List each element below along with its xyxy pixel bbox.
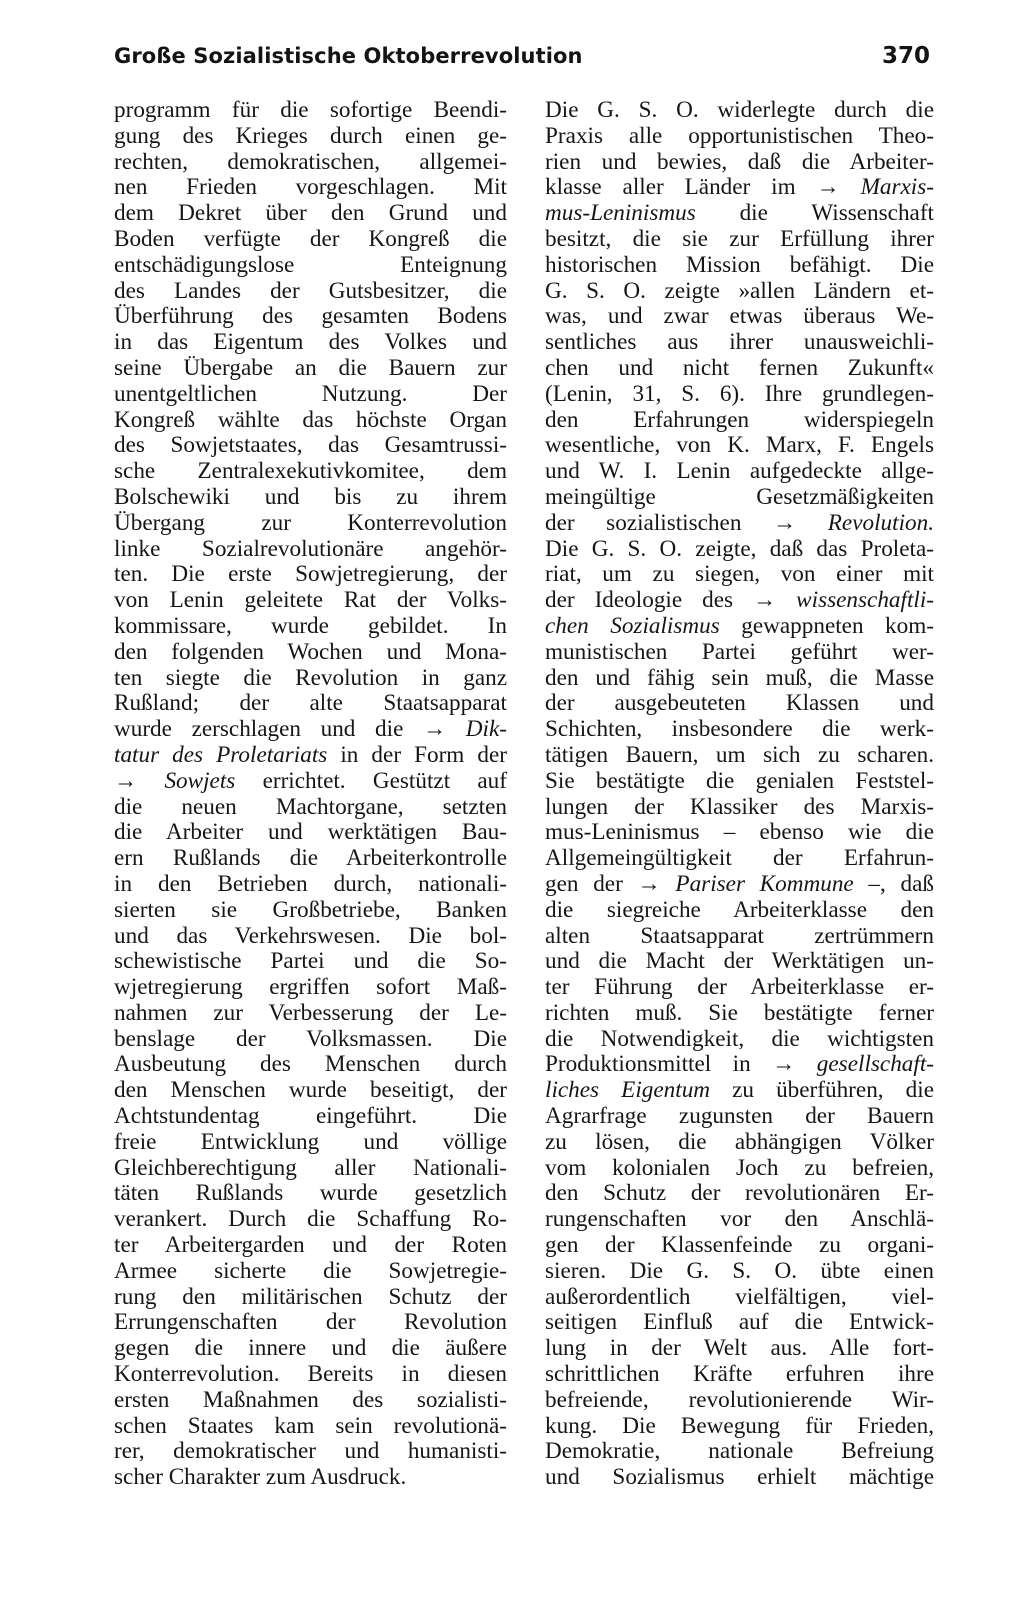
text-line: munistischen Partei geführt wer- (545, 638, 934, 665)
text-line: den Schutz der revolutionären Er- (545, 1180, 934, 1207)
text-column-right (545, 98, 934, 1491)
text-line: der ausgebeuteten Klassen und (545, 690, 934, 717)
text-line: täten Rußlands wurde gesetzlich (114, 1180, 507, 1207)
text-line: (Lenin, 31, S. 6). Ihre grundlegen- (545, 380, 934, 407)
text-line: in das Eigentum des Volkes und (114, 329, 507, 356)
text-line: Praxis alle opportunistischen Theo- (545, 122, 934, 149)
text-line: sentliches aus ihrer unausweichli- (545, 329, 934, 356)
text-line: chen Sozialismus gewappneten kom- (545, 612, 934, 639)
text-line: verankert. Durch die Schaffung Ro- (114, 1206, 507, 1233)
text-line: kommissare, wurde gebildet. In (114, 612, 507, 639)
text-line: ter Führung der Arbeiterklasse er- (545, 974, 934, 1001)
text-line: chen und nicht fernen Zukunft« (545, 354, 934, 381)
text-line: rer, demokratischer und humanisti- (114, 1438, 507, 1465)
text-line: in den Betrieben durch, nationali- (114, 870, 507, 897)
text-line: und W. I. Lenin aufgedeckte allge- (545, 458, 934, 485)
text-line: Überführung des gesamten Bodens (114, 303, 507, 330)
text-line: der sozialistischen → Revolution. (545, 509, 934, 536)
text-line: zu lösen, die abhängigen Völker (545, 1128, 934, 1155)
text-line: mus-Leninismus – ebenso wie die (545, 819, 934, 846)
page-number: 370 (881, 43, 930, 69)
text-line: den Menschen wurde beseitigt, der (114, 1077, 507, 1104)
text-line: die neuen Machtorgane, setzten (114, 793, 507, 820)
text-line: entschädigungslose Enteignung (114, 251, 507, 278)
text-line: lung in der Welt aus. Alle fort- (545, 1335, 934, 1362)
text-line: wesentliche, von K. Marx, F. Engels (545, 432, 934, 459)
text-line: tätigen Bauern, um sich zu scharen. (545, 741, 934, 768)
text-line: von Lenin geleitete Rat der Volks- (114, 587, 507, 614)
text-line: schen Staates kam sein revolutionä- (114, 1412, 507, 1439)
text-line: den Erfahrungen widerspiegeln (545, 406, 934, 433)
text-line: Konterrevolution. Bereits in diesen (114, 1361, 507, 1388)
text-line: Demokratie, nationale Befreiung (545, 1438, 934, 1465)
text-line: ten. Die erste Sowjetregierung, der (114, 561, 507, 588)
text-line: Armee sicherte die Sowjetregie- (114, 1257, 507, 1284)
text-line: Bolschewiki und bis zu ihrem (114, 483, 507, 510)
text-line: unentgeltlichen Nutzung. Der (114, 380, 507, 407)
text-line: richten muß. Sie bestätigte ferner (545, 999, 934, 1026)
text-line: linke Sozialrevolutionäre angehör- (114, 535, 507, 562)
text-line: die siegreiche Arbeiterklasse den (545, 896, 934, 923)
text-line: mus-Leninismus die Wissenschaft (545, 200, 934, 227)
text-line: rechten, demokratischen, allgemei- (114, 148, 507, 175)
text-line: meingültige Gesetzmäßigkeiten (545, 483, 934, 510)
text-line: klasse aller Länder im → Marxis- (545, 174, 934, 201)
text-line: gung des Krieges durch einen ge- (114, 122, 507, 149)
text-line: benslage der Volksmassen. Die (114, 1025, 507, 1052)
text-column-left (114, 98, 507, 1491)
text-line: alten Staatsapparat zertrümmern (545, 922, 934, 949)
text-line: rungenschaften vor den Anschlä- (545, 1206, 934, 1233)
text-line: Sie bestätigte die genialen Feststel- (545, 767, 934, 794)
text-line: sieren. Die G. S. O. übte einen (545, 1257, 934, 1284)
text-line: Schichten, insbesondere die werk- (545, 716, 934, 743)
text-line: freie Entwicklung und völlige (114, 1128, 507, 1155)
text-line: Die G. S. O. zeigte, daß das Proleta- (545, 535, 934, 562)
text-line: Ausbeutung des Menschen durch (114, 1051, 507, 1078)
text-line: gegen die innere und die äußere (114, 1335, 507, 1362)
text-line: des Landes der Gutsbesitzer, die (114, 277, 507, 304)
text-line: sche Zentralexekutivkomitee, dem (114, 458, 507, 485)
text-line: wjetregierung ergriffen sofort Maß- (114, 974, 507, 1001)
text-line: tatur des Proletariats in der Form der (114, 741, 507, 768)
text-line: Rußland; der alte Staatsapparat (114, 690, 507, 717)
text-line: Achtstundentag eingeführt. Die (114, 1103, 507, 1130)
text-line: Agrarfrage zugunsten der Bauern (545, 1103, 934, 1130)
text-line: der Ideologie des → wissenschaftli- (545, 587, 934, 614)
text-line: ten siegte die Revolution in ganz (114, 664, 507, 691)
text-line: programm für die sofortige Beendi- (114, 97, 507, 123)
running-header-title: Große Sozialistische Oktoberrevolution (114, 44, 583, 68)
text-line: ter Arbeitergarden und der Roten (114, 1232, 507, 1259)
text-line: historischen Mission befähigt. Die (545, 251, 934, 278)
text-line: nen Frieden vorgeschlagen. Mit (114, 174, 507, 201)
text-line: außerordentlich vielfältigen, viel- (545, 1283, 934, 1310)
text-line: riat, um zu siegen, von einer mit (545, 561, 934, 588)
text-line: seine Übergabe an die Bauern zur (114, 354, 507, 381)
text-line: scher Charakter zum Ausdruck. (114, 1464, 407, 1491)
text-line: die Arbeiter und werktätigen Bau- (114, 819, 507, 846)
text-line: rung den militärischen Schutz der (114, 1283, 507, 1310)
text-line: den und fähig sein muß, die Masse (545, 664, 934, 691)
text-line: Gleichberechtigung aller Nationali- (114, 1154, 507, 1181)
text-line: gen der → Pariser Kommune –, daß (545, 870, 935, 897)
text-line: schrittlichen Kräfte erfuhren ihre (545, 1361, 934, 1388)
text-line: lungen der Klassiker des Marxis- (545, 793, 934, 820)
text-line: wurde zerschlagen und die → Dik- (114, 716, 507, 743)
text-line: nahmen zur Verbesserung der Le- (114, 999, 507, 1026)
text-line: Die G. S. O. widerlegte durch die (545, 97, 934, 123)
text-line: und das Verkehrswesen. Die bol- (114, 922, 507, 949)
text-line: des Sowjetstaates, das Gesamtrussi- (114, 432, 507, 459)
text-line: liches Eigentum zu überführen, die (545, 1077, 934, 1104)
text-line: Kongreß wählte das höchste Organ (114, 406, 507, 433)
text-line: seitigen Einfluß auf die Entwick- (545, 1309, 934, 1336)
text-line: sierten sie Großbetriebe, Banken (114, 896, 507, 923)
text-line: schewistische Partei und die So- (114, 948, 507, 975)
text-line: ersten Maßnahmen des sozialisti- (114, 1386, 507, 1413)
text-line: den folgenden Wochen und Mona- (114, 638, 507, 665)
text-line: vom kolonialen Joch zu befreien, (545, 1154, 934, 1181)
text-line: Übergang zur Konterrevolution (114, 509, 507, 536)
text-line: kung. Die Bewegung für Frieden, (545, 1412, 934, 1439)
text-line: gen der Klassenfeinde zu organi- (545, 1232, 934, 1259)
text-line: G. S. O. zeigte »allen Ländern et- (545, 277, 934, 304)
text-line: was, und zwar etwas überaus We- (545, 303, 934, 330)
text-line: Allgemeingültigkeit der Erfahrun- (545, 845, 934, 872)
text-line: rien und bewies, daß die Arbeiter- (545, 148, 934, 175)
text-line: und Sozialismus erhielt mächtige (545, 1464, 934, 1491)
text-line: Boden verfügte der Kongreß die (114, 225, 507, 252)
text-line: befreiende, revolutionierende Wir- (545, 1386, 934, 1413)
text-line: Produktionsmittel in → gesellschaft- (545, 1051, 934, 1078)
text-line: dem Dekret über den Grund und (114, 200, 507, 227)
text-line: die Notwendigkeit, die wichtigsten (545, 1025, 934, 1052)
text-line: → Sowjets errichtet. Gestützt auf (114, 767, 508, 794)
text-line: Errungenschaften der Revolution (114, 1309, 507, 1336)
text-line: ern Rußlands die Arbeiterkontrolle (114, 845, 507, 872)
text-line: besitzt, die sie zur Erfüllung ihrer (545, 225, 934, 252)
text-line: und die Macht der Werktätigen un- (545, 948, 934, 975)
